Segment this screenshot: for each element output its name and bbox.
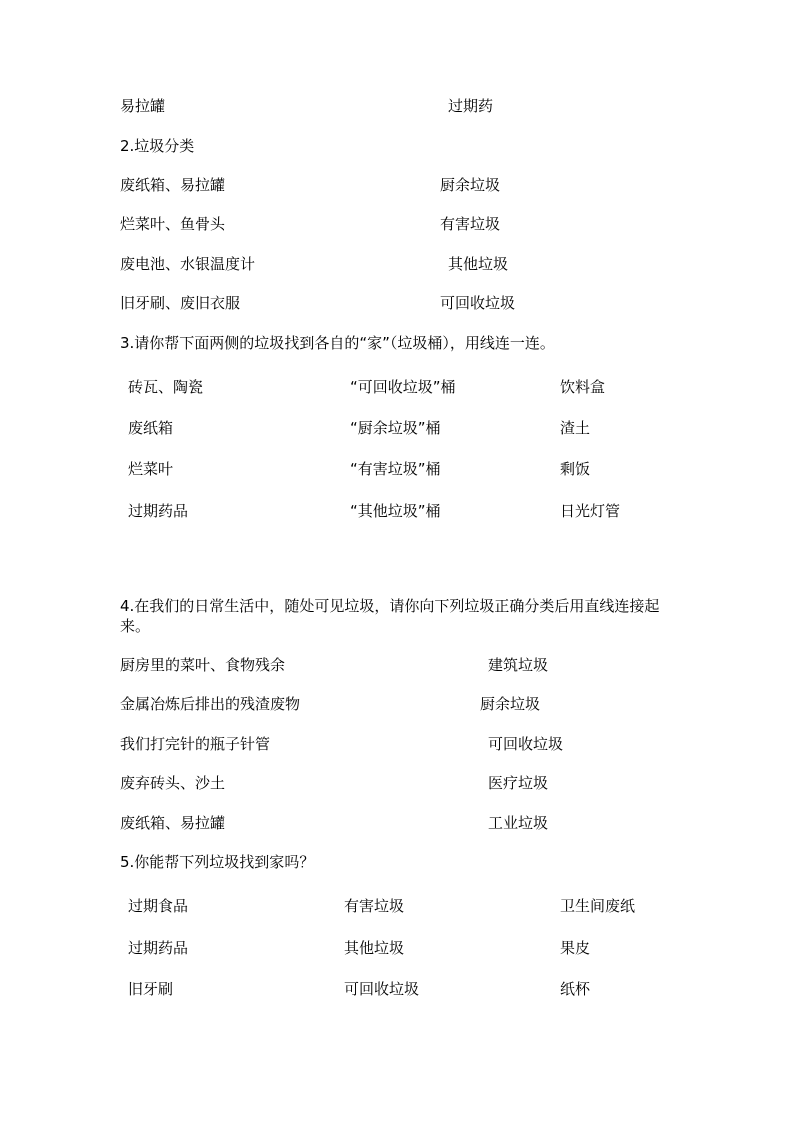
intro-left-item: 易拉罐	[120, 97, 166, 115]
section5-item-2: 过期药品	[128, 939, 189, 957]
section3-right-item-1: 饮料盒	[560, 378, 606, 396]
section4-title: 4.在我们的日常生活中，随处可见垃圾，请你向下列垃圾正确分类后用直线连接起来。	[120, 597, 660, 635]
section5-right-item-1: 卫生间废纸	[560, 897, 636, 915]
section2-right-item-1: 厨余垃圾	[440, 176, 501, 194]
section5-category-1: 有害垃圾	[344, 897, 405, 915]
section2-right-item-2: 有害垃圾	[440, 215, 501, 233]
section3-right-item-3: 剩饭	[560, 460, 591, 478]
section3-right-item-4: 日光灯管	[560, 502, 621, 520]
section4-right-item-3: 可回收垃圾	[488, 735, 564, 753]
section3-left-item-2: 废纸箱	[128, 419, 174, 437]
section3-bin-4: “其他垃圾”桶	[350, 502, 441, 520]
section5-title: 5.你能帮下列垃圾找到家吗？	[120, 853, 315, 871]
section4-left-item-3: 我们打完针的瓶子针管	[120, 735, 271, 753]
section4-left-item-1: 厨房里的菜叶、食物残余	[120, 656, 286, 674]
section2-left-item-4: 旧牙刷、废旧衣服	[120, 294, 241, 312]
section5-right-item-3: 纸杯	[560, 980, 591, 998]
section3-left-item-1: 砖瓦、陶瓷	[128, 378, 204, 396]
section3-title: 3.请你帮下面两侧的垃圾找到各自的“家”（垃圾桶），用线连一连。	[120, 334, 555, 352]
section3-left-item-4: 过期药品	[128, 502, 189, 520]
section5-item-1: 过期食品	[128, 897, 189, 915]
section5-category-2: 其他垃圾	[344, 939, 405, 957]
section2-left-item-2: 烂菜叶、鱼骨头	[120, 215, 226, 233]
section3-right-item-2: 渣土	[560, 419, 591, 437]
section4-right-item-4: 医疗垃圾	[488, 774, 549, 792]
section5-item-3: 旧牙刷	[128, 980, 174, 998]
section4-right-item-1: 建筑垃圾	[488, 656, 549, 674]
section4-left-item-4: 废弃砖头、沙土	[120, 774, 226, 792]
section2-title: 2.垃圾分类	[120, 137, 195, 155]
section5-category-3: 可回收垃圾	[344, 980, 420, 998]
section4-left-item-5: 废纸箱、易拉罐	[120, 814, 226, 832]
section2-left-item-1: 废纸箱、易拉罐	[120, 176, 226, 194]
section3-bin-3: “有害垃圾”桶	[350, 460, 441, 478]
section3-left-item-3: 烂菜叶	[128, 460, 174, 478]
intro-right-item: 过期药	[448, 97, 494, 115]
section2-right-item-4: 可回收垃圾	[440, 294, 516, 312]
section2-left-item-3: 废电池、水银温度计	[120, 255, 256, 273]
section3-bin-1: “可回收垃圾”桶	[350, 378, 456, 396]
section5-right-item-2: 果皮	[560, 939, 591, 957]
section2-right-item-3: 其他垃圾	[448, 255, 509, 273]
section4-right-item-5: 工业垃圾	[488, 814, 549, 832]
section4-left-item-2: 金属冶炼后排出的残渣废物	[120, 695, 301, 713]
section4-right-item-2: 厨余垃圾	[480, 695, 541, 713]
section3-bin-2: “厨余垃圾”桶	[350, 419, 441, 437]
